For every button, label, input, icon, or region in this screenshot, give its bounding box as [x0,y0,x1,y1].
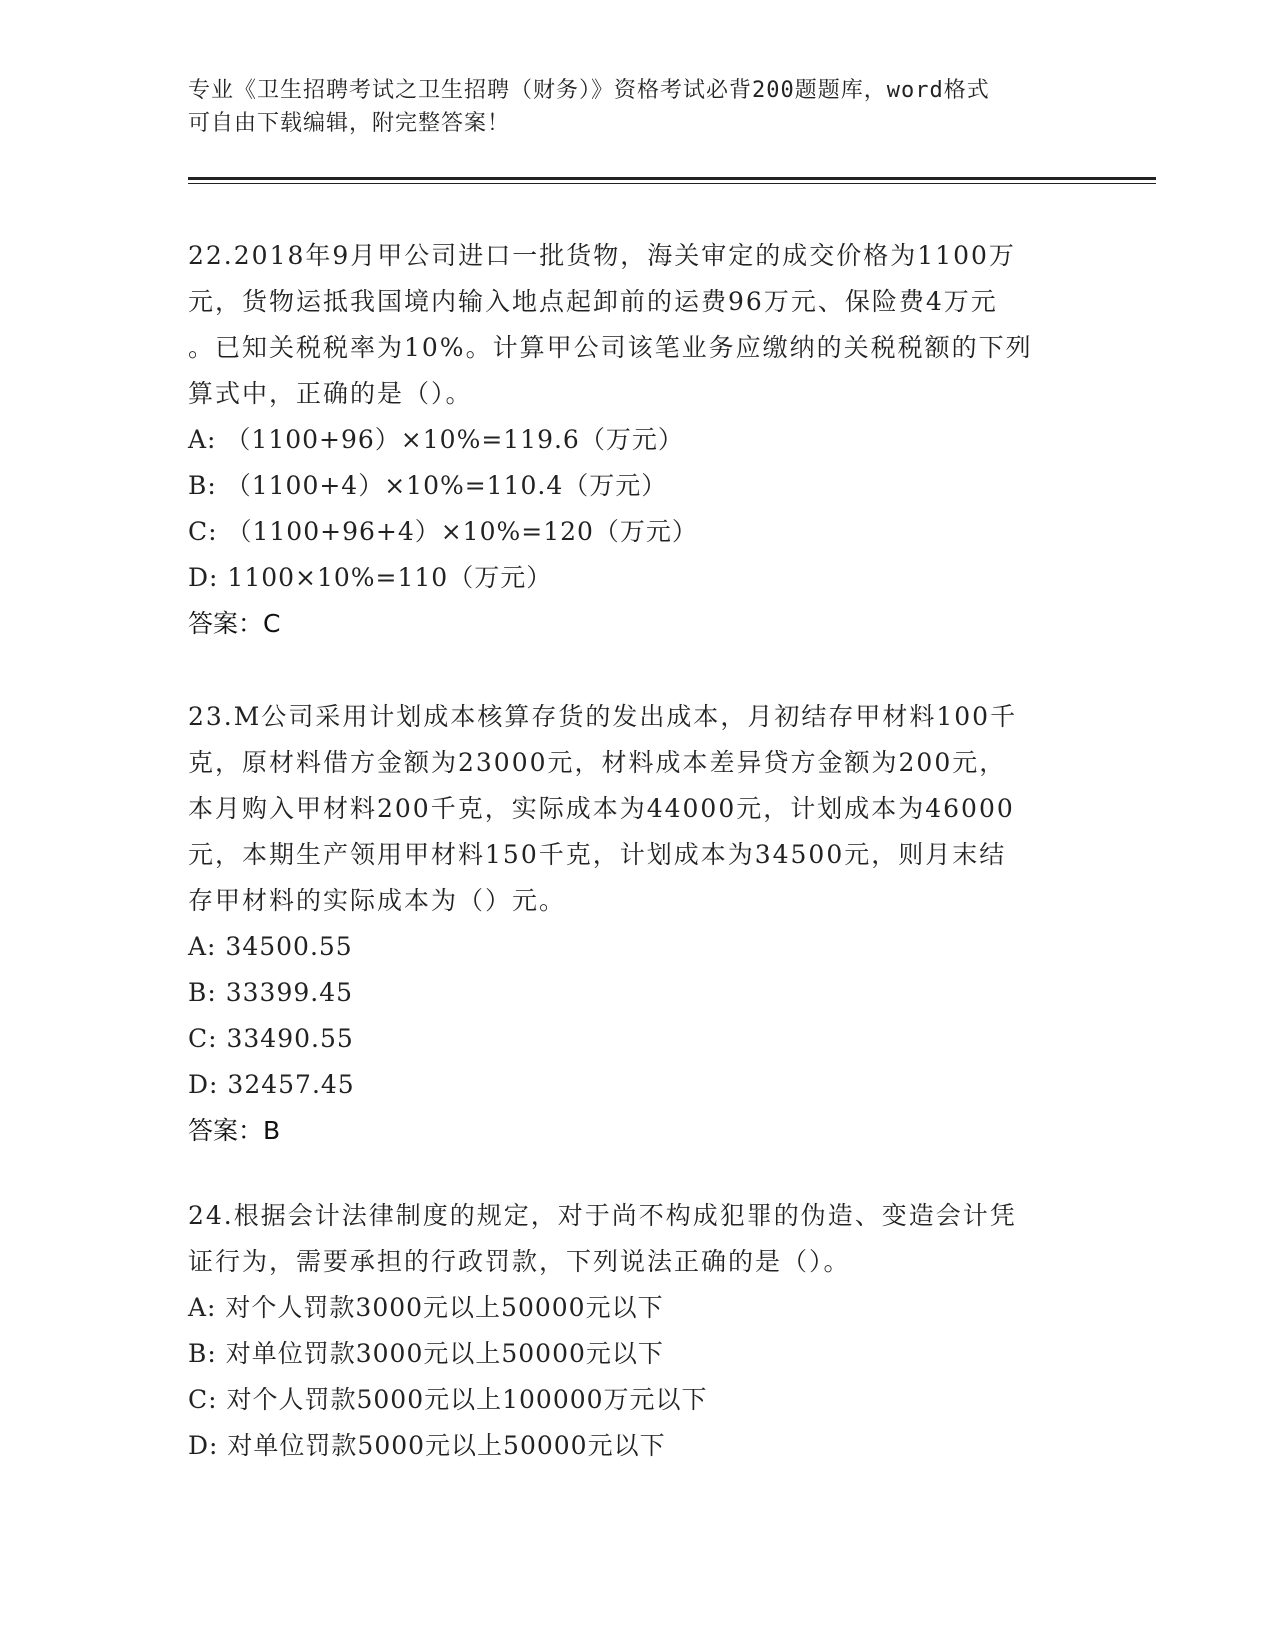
question-text-line: 证行为，需要承担的行政罚款，下列说法正确的是（）。 [188,1247,851,1276]
option-d: D: 32457.45 [188,1070,355,1099]
question-text-line: 元，本期生产领用甲材料150千克，计划成本为34500元，则月末结 [188,840,1007,869]
header-divider-thick [188,177,1156,180]
option-b: B: 对单位罚款3000元以上50000元以下 [188,1339,664,1368]
answer: 答案：B [188,1116,281,1145]
option-a: A: 34500.55 [188,932,353,961]
answer: 答案：C [188,609,281,638]
question-23 [188,694,1088,1154]
option-d: D: 1100×10%=110（万元） [188,563,553,592]
header-title-line-2: 可自由下载编辑，附完整答案！ [188,111,511,136]
question-24 [188,1193,1088,1469]
document-header [188,74,1088,140]
option-d: D: 对单位罚款5000元以上50000元以下 [188,1431,666,1460]
question-text-line: 元，货物运抵我国境内输入地点起卸前的运费96万元、保险费4万元 [188,287,998,316]
option-a: A: 对个人罚款3000元以上50000元以下 [188,1293,664,1322]
question-text-line: 。已知关税税率为10%。计算甲公司该笔业务应缴纳的关税税额的下列 [188,333,1033,362]
option-c: C: （1100+96+4）×10%=120（万元） [188,517,698,546]
header-title-line-1: 专业《卫生招聘考试之卫生招聘（财务）》资格考试必背200题题库，word格式 [188,78,990,103]
question-text-line: 23.M公司采用计划成本核算存货的发出成本，月初结存甲材料100千 [188,702,1018,731]
question-text-line: 24.根据会计法律制度的规定，对于尚不构成犯罪的伪造、变造会计凭 [188,1201,1017,1230]
option-b: B: （1100+4）×10%=110.4（万元） [188,471,668,500]
question-text-line: 算式中，正确的是（）。 [188,379,473,408]
option-c: C: 33490.55 [188,1024,354,1053]
option-a: A: （1100+96）×10%=119.6（万元） [188,425,684,454]
question-22 [188,233,1088,647]
question-text-line: 本月购入甲材料200千克，实际成本为44000元，计划成本为46000 [188,794,1015,823]
question-text-line: 克，原材料借方金额为23000元，材料成本差异贷方金额为200元， [188,748,1007,777]
header-divider-thin [188,183,1156,184]
option-c: C: 对个人罚款5000元以上100000万元以下 [188,1385,708,1414]
question-text-line: 22.2018年9月甲公司进口一批货物，海关审定的成交价格为1100万 [188,241,1016,270]
question-text-line: 存甲材料的实际成本为（）元。 [188,886,567,915]
option-b: B: 33399.45 [188,978,354,1007]
